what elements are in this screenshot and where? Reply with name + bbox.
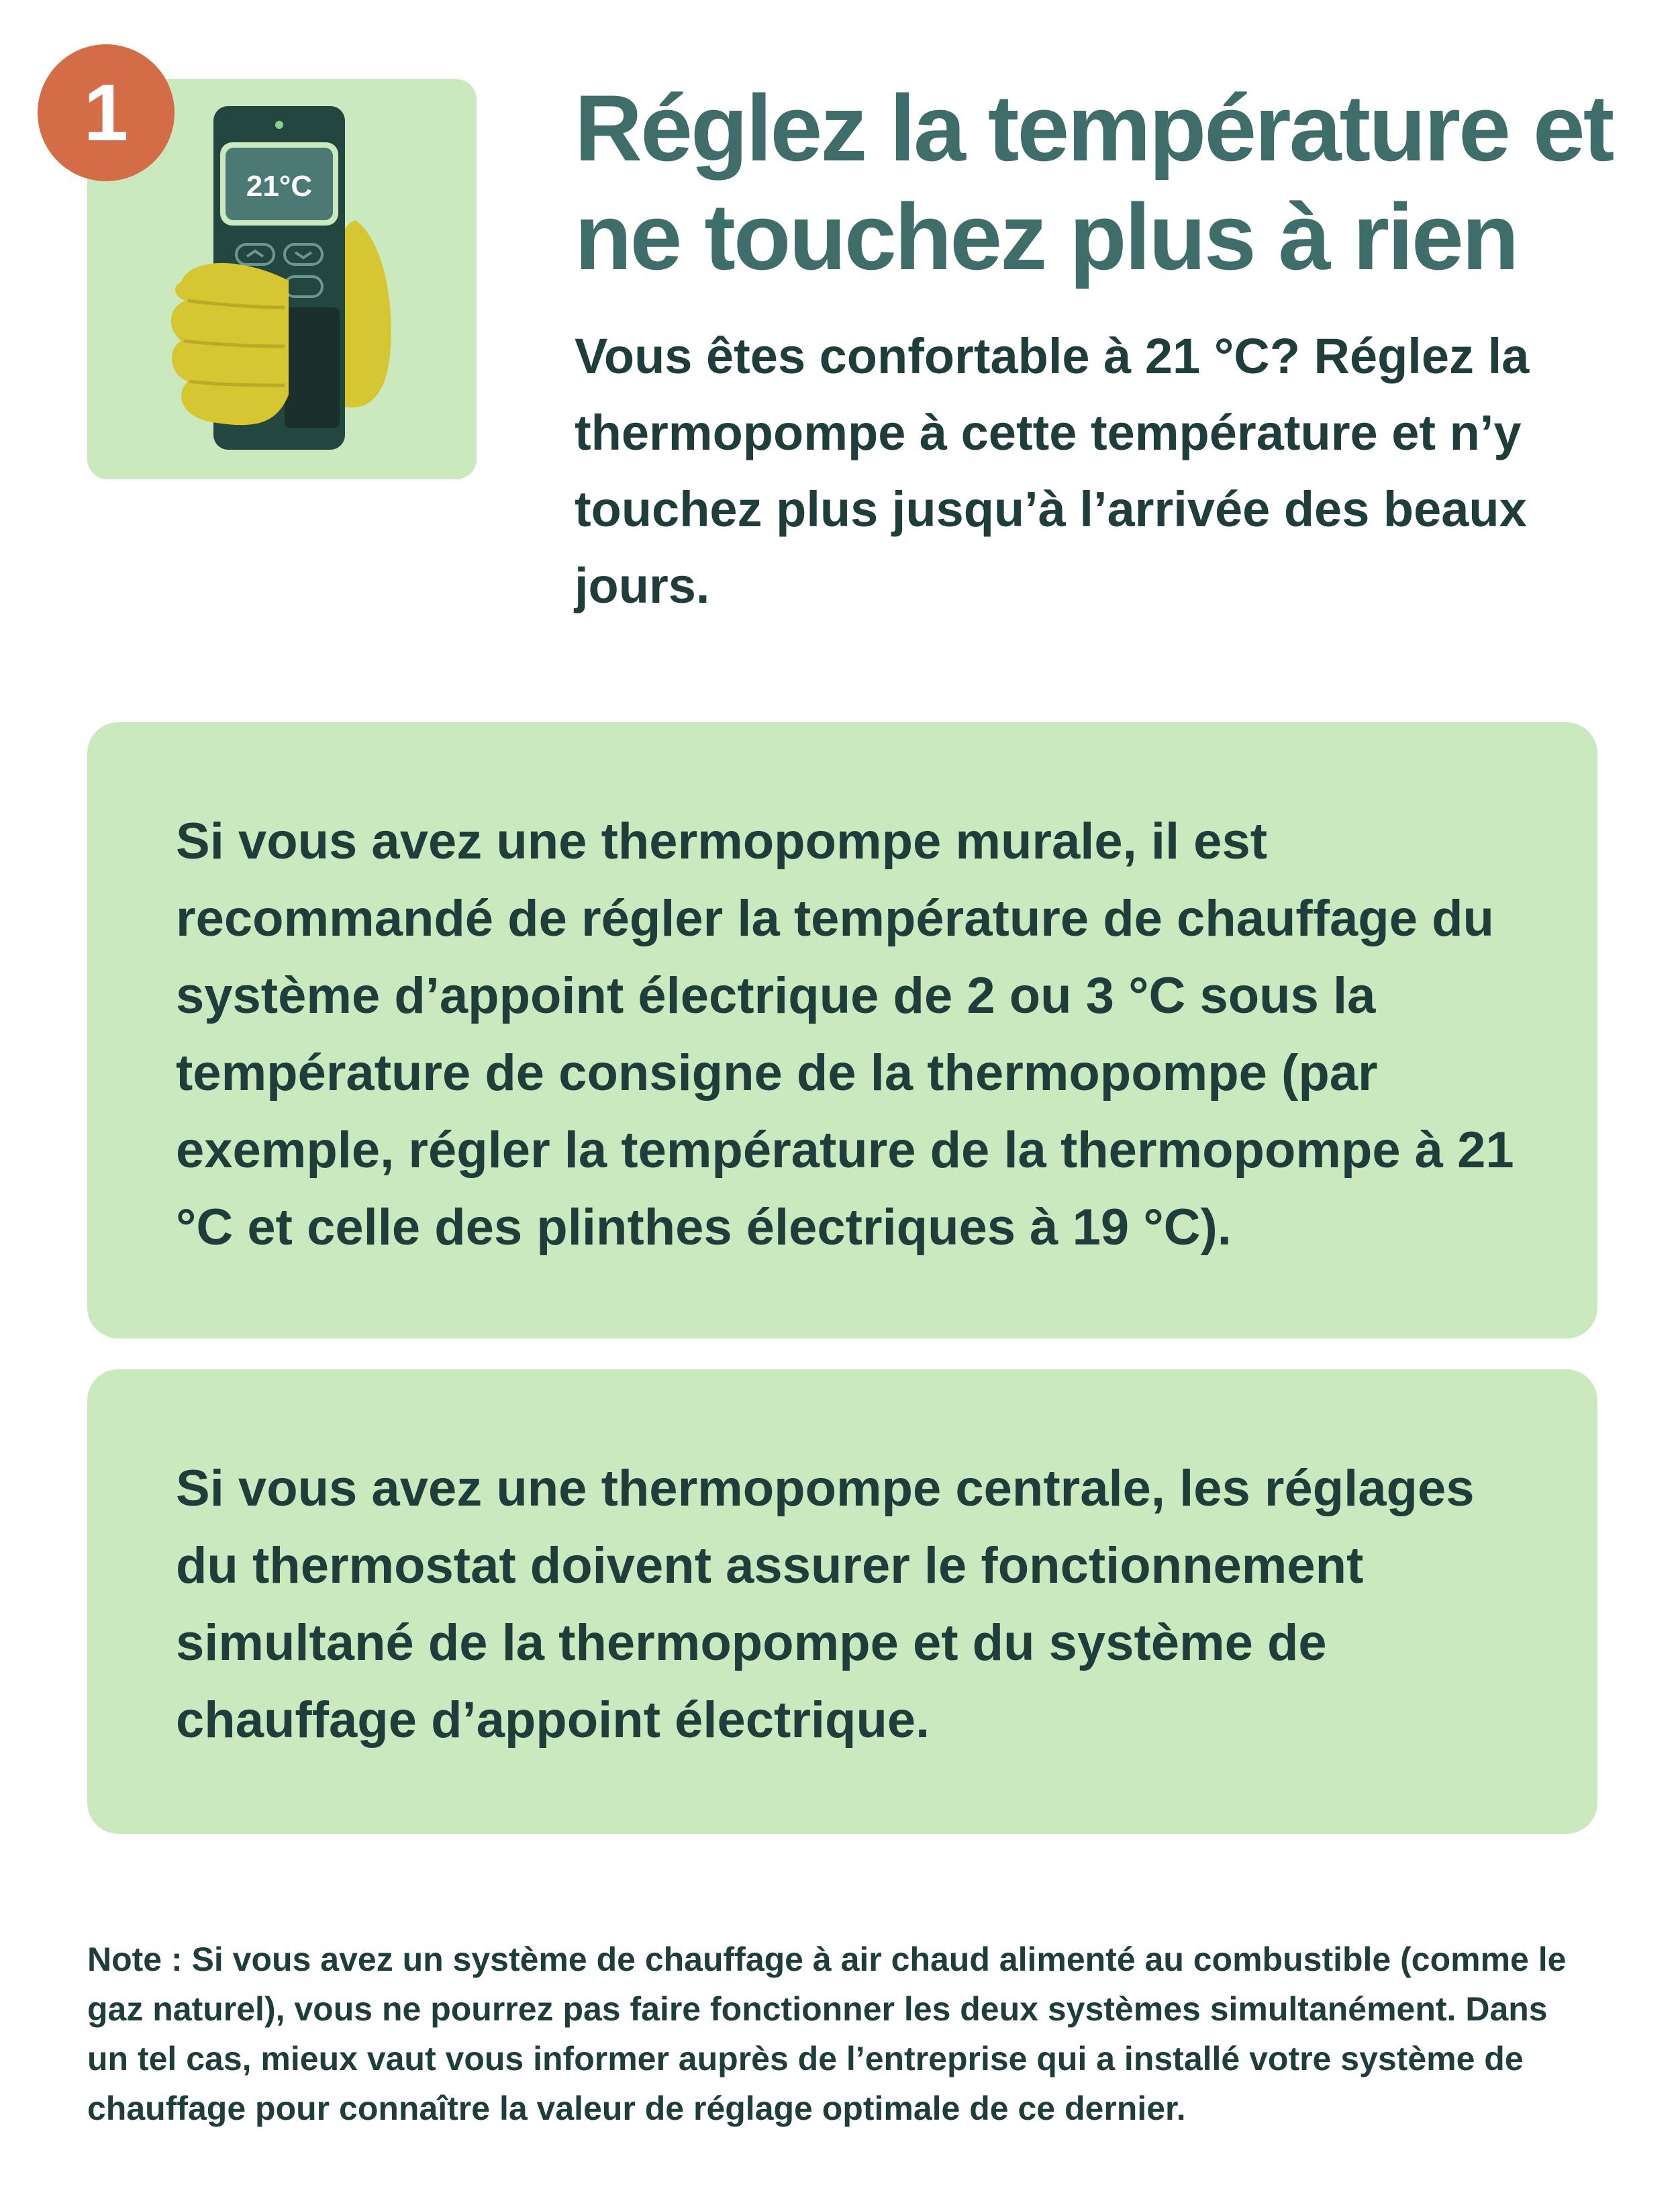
remote-display-text: 21°C [246,170,313,203]
central-heat-pump-text: Si vous avez une thermopompe centrale, les réglages du thermostat doivent assurer le fonctionnement simultané de la thermopompe et du système de chauffage d’appoint électrique. [176,1460,1475,1749]
step-number-badge: 1 [38,44,175,181]
title-line-1: Réglez la température et [575,75,1613,181]
wall-heat-pump-card [87,722,1597,1338]
wall-heat-pump-text: Si vous avez une thermopompe murale, il est recommandé de régler la température de chauffage du système d’appoint électrique de 2 ou 3 °C sous la température de consigne de la thermopompe (par exemple, régler la température de la thermopompe à 21 °C et celle des plinthes électriques à 19 °C). [176,813,1514,1256]
remote-button-up-right [285,244,322,264]
remote-lower-panel [285,307,340,428]
remote-button-up-left [236,244,274,264]
remote-led-icon [275,121,283,129]
remote-button-down-right [285,277,322,297]
note-paragraph: Note : Si vous avez un système de chauffage à air chaud alimenté au combustible (comme le gaz naturel), vous ne pourrez pas faire fonctionner les deux systèmes simultanément. Dans un tel cas, mieux vaut vous informer auprès de l’entreprise qui a installé votre système de chauffage pour connaître la valeur de réglage optimale de ce dernier. [87,1941,1567,2127]
page-title [575,74,1622,291]
central-heat-pump-card [87,1369,1597,1834]
title-line-2: ne touchez plus à rien [575,184,1518,289]
intro-paragraph: Vous êtes confortable à 21 °C? Réglez la thermopompe à cette température et n’y touchez plus jusqu’à l’arrivée des beaux jours. [575,328,1530,614]
